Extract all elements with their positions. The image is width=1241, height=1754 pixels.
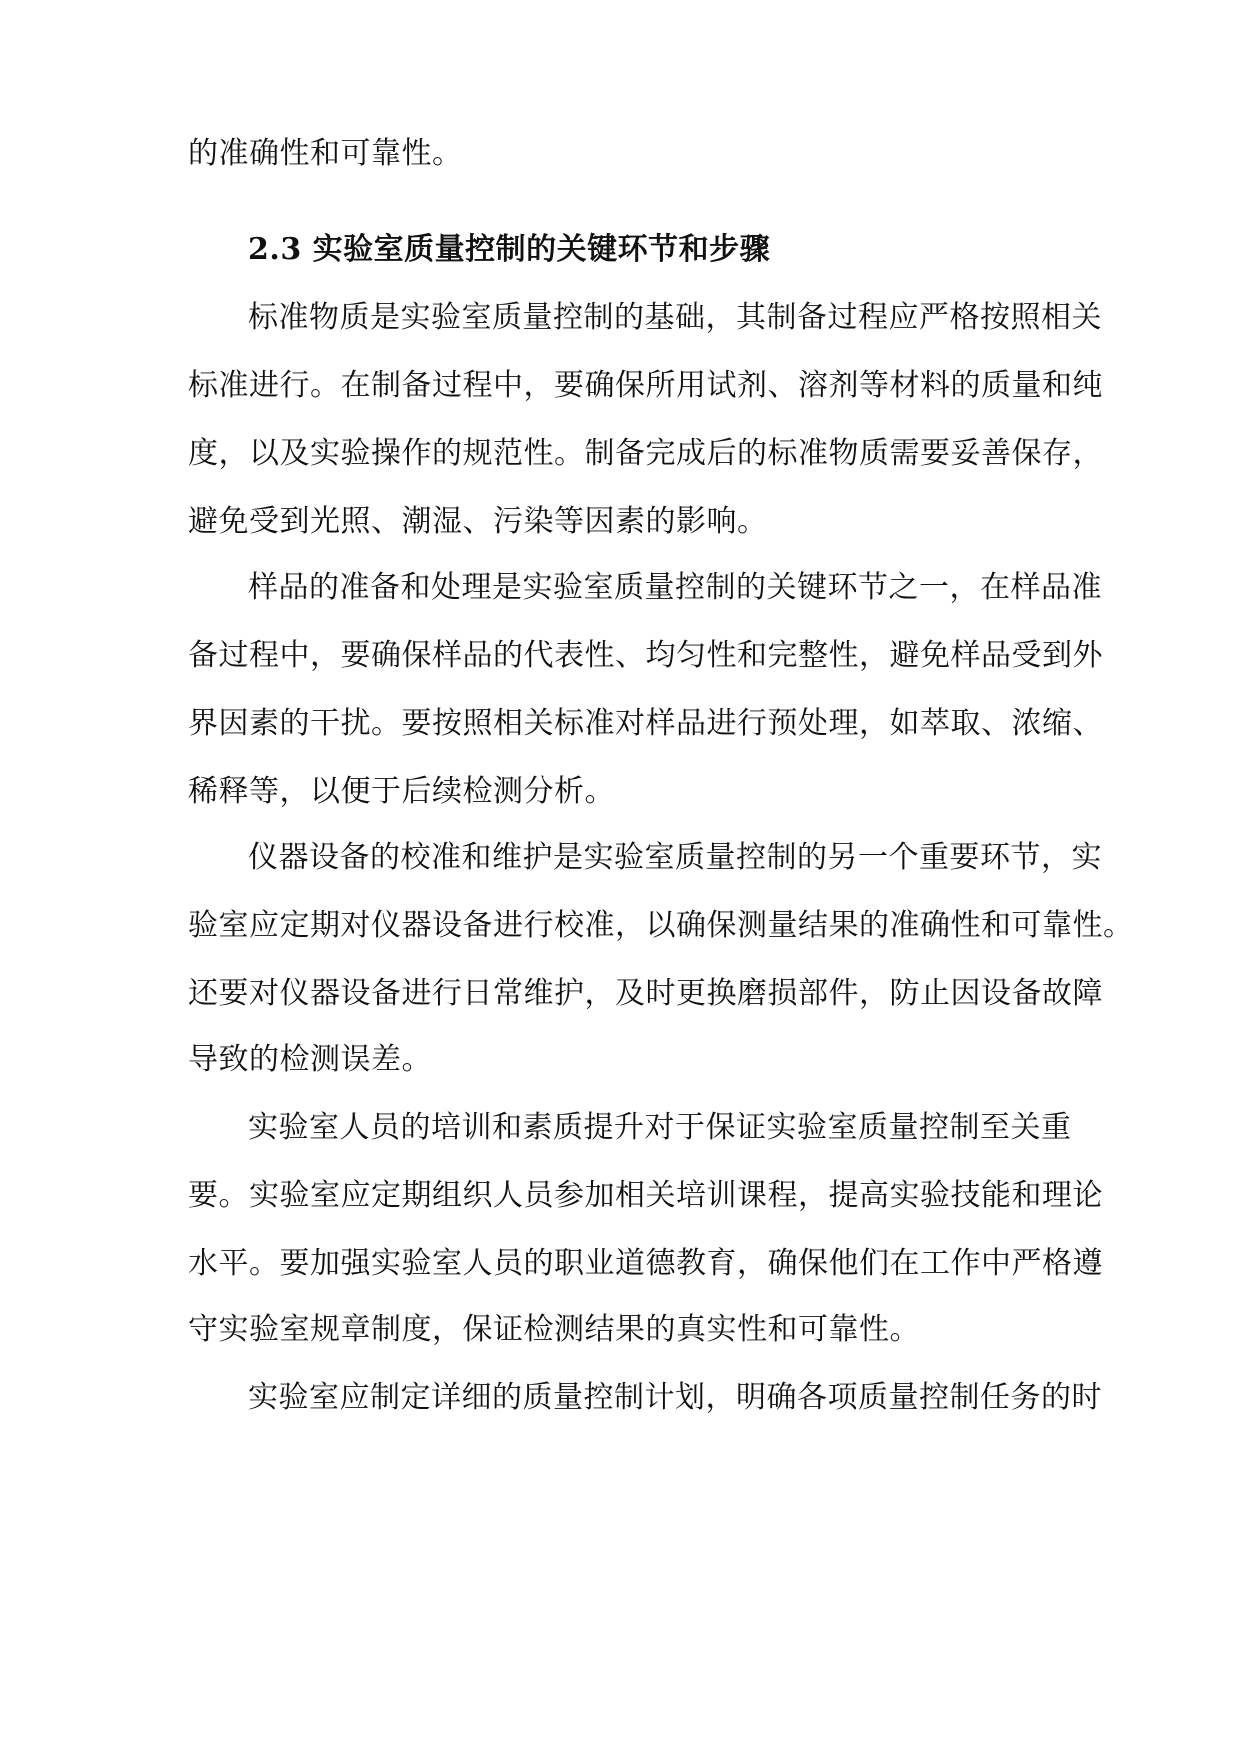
paragraph-line: 标准物质是实验室质量控制的基础，其制备过程应严格按照相关 xyxy=(248,300,1102,335)
paragraph-line: 实验室人员的培训和素质提升对于保证实验室质量控制至关重 xyxy=(248,1110,1072,1145)
paragraph-line: 守实验室规章制度，保证检测结果的真实性和可靠性。 xyxy=(188,1312,920,1347)
paragraph-line: 仪器设备的校准和维护是实验室质量控制的另一个重要环节，实 xyxy=(248,840,1102,875)
paragraph-line: 度，以及实验操作的规范性。制备完成后的标准物质需要妥善保存， xyxy=(188,436,1103,471)
paragraph-line: 还要对仪器设备进行日常维护，及时更换磨损部件，防止因设备故障 xyxy=(188,976,1103,1011)
paragraph-line: 备过程中，要确保样品的代表性、均匀性和完整性，避免样品受到外 xyxy=(188,638,1103,673)
paragraph-line: 导致的检测误差。 xyxy=(188,1042,432,1077)
paragraph-continuation-line: 的准确性和可靠性。 xyxy=(188,136,463,171)
paragraph-line: 界因素的干扰。要按照相关标准对样品进行预处理，如萃取、浓缩、 xyxy=(188,706,1103,741)
paragraph-line: 标准进行。在制备过程中，要确保所用试剂、溶剂等材料的质量和纯 xyxy=(188,368,1103,403)
section-heading: 2.3 实验室质量控制的关键环节和步骤 xyxy=(248,232,771,267)
paragraph-line: 稀释等，以便于后续检测分析。 xyxy=(188,774,615,809)
paragraph-line: 验室应定期对仪器设备进行校准，以确保测量结果的准确性和可靠性。 xyxy=(188,908,1134,943)
paragraph-line: 实验室应制定详细的质量控制计划，明确各项质量控制任务的时 xyxy=(248,1380,1102,1415)
paragraph-line: 水平。要加强实验室人员的职业道德教育，确保他们在工作中严格遵 xyxy=(188,1246,1103,1281)
paragraph-line: 要。实验室应定期组织人员参加相关培训课程，提高实验技能和理论 xyxy=(188,1178,1103,1213)
paragraph-line: 避免受到光照、潮湿、污染等因素的影响。 xyxy=(188,504,768,539)
paragraph-line: 样品的准备和处理是实验室质量控制的关键环节之一，在样品准 xyxy=(248,570,1102,605)
